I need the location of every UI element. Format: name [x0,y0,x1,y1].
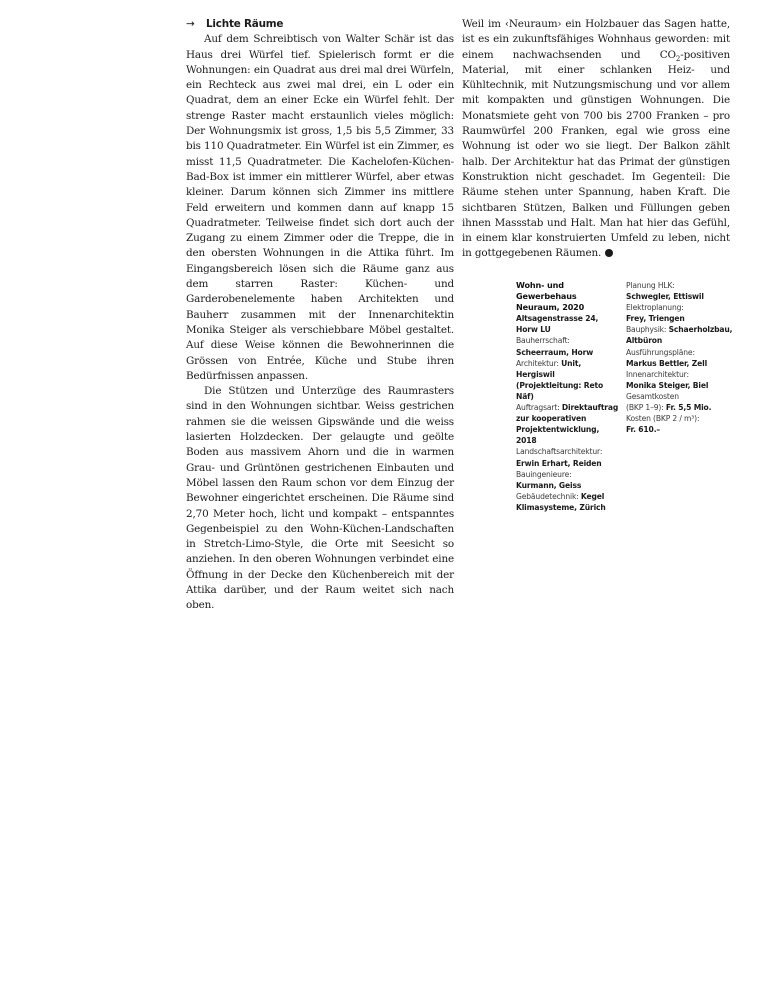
architektur-label: Architektur: [516,358,559,368]
paragraph-text-part-1: Weil im ‹Neuraum› ein Holzbauer das Sagen hatte, ist es ein zukunftsfähiges Wohnhaus geworden: mit einem nachwachsenden und CO [462,18,730,61]
landschaft-value: Erwin Erhart, Reiden [516,458,602,468]
section-heading-text: Lichte Räume [206,18,284,30]
auftragsart-value-2: zur kooperativen [516,414,587,424]
section-heading [186,17,454,32]
gesamtkosten-bkp-label: (BKP 1–9): [626,403,664,413]
innenarch-label: Innenarchitektur: [626,369,689,379]
gebaeudetechnik-value: Kegel [580,491,605,501]
elektro-value: Frey, Triengen [626,314,685,324]
innenarch-value: Monika Steiger, Biel [626,380,709,390]
auftragsart-label: Auftragsart: [516,403,560,413]
kosten-value: Fr. 610.– [626,425,661,435]
project-facts-right [626,280,736,435]
end-mark-dot-icon [605,249,613,257]
bauphysik-label: Bauphysik: [626,325,667,335]
gesamtkosten-value: Fr. 5,5 Mio. [665,403,712,413]
bauherrschaft-label: Bauherrschaft: [516,336,570,346]
facts-title-line-2: Neuraum, 2020 [516,302,585,313]
body-paragraph-1: Auf dem Schreibtisch von Walter Schär ist das Haus drei Würfel tief. Spielerisch formt er die Wohnungen: ein Quadrat aus drei mal drei Würfeln, ein Rechteck aus zwei mal drei, ein L oder ein Quadrat, dem an einer Ecke ein Würfel fehlt. Der strenge Raster macht erstaunlich vieles möglich: Der Wohnungsmix ist gross, 1,5 bis 5,5 Zimmer, 33 bis 110 Quadratmeter. Ein Würfel ist ein Zimmer, es misst 11,5 Quadratmeter. Die Kachelofen-Küchen-Bad-Box ist immer ein mittlerer Würfel, aber etwas kleiner. Darum können sich Zimmer ins mittlere Feld erweitern und kommen dann auf knapp 15 Quadratmeter. Teilweise findet sich dort auch der Zugang zu einem Zimmer oder die Treppe, die in den obersten Wohnungen in die Attika führt. Im Eingangsbereich lösen sich die Räume ganz aus dem starren Raster: Küchen- und Garderobenelemente haben Architekten und Bauherr zusammen mit der Innenarchitektin Monika Steiger als verschiebbare Möbel gestaltet. Auf diese Weise können die Bewohnerinnen die Grössen von Entrée, Küche und Stube ihren Bedürfnissen anpassen. [186,33,454,382]
ausfuehrung-label: Ausführungspläne: [626,347,695,357]
gebaeudetechnik-value-2: Klimasysteme, Zürich [516,502,606,512]
kosten-label: Kosten (BKP 2 / m³): [626,414,700,424]
projektleitung-value: (Projektleitung: Reto Näf) [516,380,604,401]
bauherrschaft-value: Scheerraum, Horw [516,347,594,357]
elektro-label: Elektroplanung: [626,303,684,313]
hlk-value: Schwegler, Ettiswil [626,292,704,302]
auftragsart-value: Direktauftrag [561,403,619,413]
architektur-value: Unit, Hergiswil [516,358,582,379]
facts-title-line-1: Wohn- und Gewerbehaus [516,280,577,302]
landschaft-label: Landschaftsarchitektur: [516,447,603,457]
left-text-column [186,17,454,614]
gesamtkosten-label: Gesamtkosten [626,391,679,401]
bauphysik-value: Schaerholzbau, [668,325,733,335]
ausfuehrung-value: Markus Bettler, Zell [626,358,708,368]
bauingenieure-label: Bauingenieure: [516,469,572,479]
right-text-column [462,17,730,262]
facts-address-line-1: Altsagenstrasse 24, [516,314,599,324]
subscript-two: 2 [675,54,681,63]
body-paragraph-2: Die Stützen und Unterzüge des Raumrasters sind in den Wohnungen sichtbar. Weiss gestrichen rahmen sie die weissen Gipswände und die weiss lasierten Holzdecken. Der gelaugte und geölte Boden aus massivem Ahorn und die in warmen Grau- und Grüntönen gestrichenen Einbauten und Möbel lassen den Raum schon vor dem Einzug der Bewohner eingerichtet erscheinen. Die Räume sind 2,70 Meter hoch, licht und kompakt – entspanntes Gegenbeispiel zu den Wohn-Küchen-Landschaften in Stretch-Limo-Style, die Orte mit Seesicht so anziehen. In den oberen Wohnungen verbindet eine Öffnung in der Decke den Küchenbereich mit der Attika darüber, und der Raum weitet sich nach oben. [186,385,454,612]
gesamtkosten-row [626,402,736,413]
auftragsart-value-3: Projektentwicklung, 2018 [516,425,600,446]
paragraph-text-part-2: -positiven Material, mit einer schlanken Heiz- und Kühltechnik, mit Nutzungsmischung und vor allem mit kompakten und günstigen Wohnungen. Die Monatsmiete geht von 700 bis 2700 Franken – pro Raumwürfel 200 Franken, egal wie gross eine Wohnung ist oder wo sie liegt. Der Balkon zählt halb. Der Architektur hat das Primat der günstigen Konstruktion nicht geschadet. Im Gegenteil: Die Räume stehen unter Spannung, haben Kraft. Die sichtbaren Stützen, Balken und Füllungen geben ihnen Massstab und Halt. Man hat hier das Gefühl, in einem klar konstruierten Umfeld zu leben, nicht in gottgegebenen Räumen. [462,48,730,260]
project-facts-left [516,280,622,513]
auftragsart-row [516,402,622,413]
gebaeudetechnik-label: Gebäudetechnik: [516,491,579,501]
architektur-row [516,358,622,380]
bauingenieure-value: Kurmann, Geiss [516,480,582,490]
gebaeudetechnik-row [516,491,622,502]
bauphysik-row [626,324,736,335]
hlk-label: Planung HLK: [626,281,675,290]
facts-address-line-2: Horw LU [516,325,551,335]
arrow-right-icon: → [186,18,195,30]
bauphysik-value-2: Altbüron [626,336,663,346]
body-paragraph-3 [462,17,730,262]
